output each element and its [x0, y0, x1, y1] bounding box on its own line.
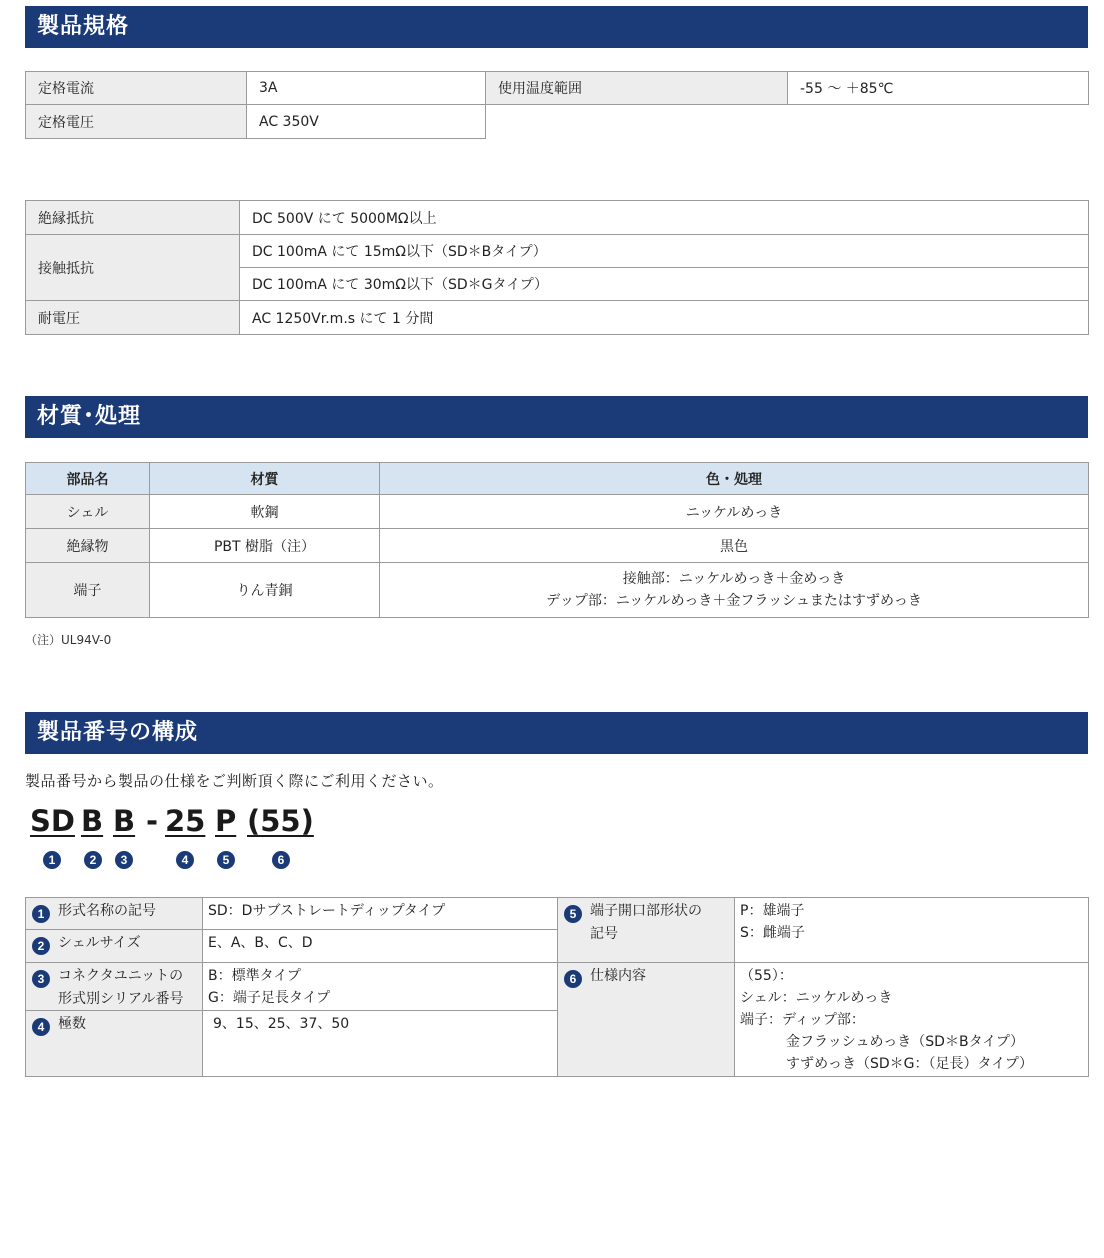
part-material: 軟鋼 [150, 495, 380, 529]
part-finish [380, 563, 1089, 618]
electrical-table [25, 200, 1089, 335]
code-serial: B [113, 804, 136, 838]
withstand-voltage-label: 耐電圧 [26, 301, 240, 335]
marker-6-icon: 6 [272, 851, 290, 869]
marker-4-icon: 4 [32, 1018, 50, 1036]
part-finish: ニッケルめっき [380, 495, 1089, 529]
rated-current-label: 定格電流 [26, 72, 247, 105]
code-shell-size: B [81, 804, 104, 838]
partno-intro: 製品番号から製品の仕様をご判断頂く際にご利用ください。 [25, 772, 444, 790]
code-series: SD [30, 804, 75, 838]
item-6-label: 6 仕様内容 [558, 963, 735, 1077]
marker-2-icon: 2 [84, 851, 102, 869]
table-row [26, 563, 1089, 618]
contact-resistance-b: DC 100mA にて 15mΩ以下（SD＊Bタイプ） [240, 235, 1089, 268]
marker-6-icon: 6 [564, 970, 582, 988]
materials-header-finish: 色・処理 [380, 463, 1089, 495]
materials-table [25, 462, 1089, 618]
code-dash: - [146, 804, 159, 838]
item-1-value: SD：Dサブストレートディップタイプ [203, 898, 558, 930]
item-6-value: （55）： シェル：ニッケルめっき 端子：ディップ部： 金フラッシュめっき（SD＊Bタイプ） すずめっき（SD＊G：（足長）タイプ） [735, 963, 1089, 1077]
section-title-partno: 製品番号の構成 [25, 712, 1088, 754]
table-row [26, 529, 1089, 563]
insulation-value: DC 500V にて 5000MΩ以上 [240, 201, 1089, 235]
part-material: りん青銅 [150, 563, 380, 618]
materials-header-material: 材質 [150, 463, 380, 495]
part-name: 端子 [26, 563, 150, 618]
section-title-material: 材質･処理 [25, 396, 1088, 438]
item-5-label: 5 端子開口部形状の 記号 [558, 898, 735, 963]
finish-line: デップ部：ニッケルめっき＋金フラッシュまたはすずめっき [546, 593, 922, 609]
finish-line: 接触部：ニッケルめっき＋金めっき [622, 571, 846, 587]
item-2-label: 2 シェルサイズ [26, 930, 203, 963]
withstand-voltage-value: AC 1250Vr.m.s にて 1 分間 [240, 301, 1089, 335]
item-5-value: P：雄端子 S：雌端子 [735, 898, 1089, 963]
rated-voltage-label: 定格電圧 [26, 105, 247, 139]
marker-3-icon: 3 [115, 851, 133, 869]
marker-2-icon: 2 [32, 937, 50, 955]
item-1-label: 1 形式名称の記号 [26, 898, 203, 930]
part-name: 絶縁物 [26, 529, 150, 563]
part-name: シェル [26, 495, 150, 529]
item-4-label: 4 極数 [26, 1011, 203, 1077]
marker-1-icon: 1 [43, 851, 61, 869]
part-material: PBT 樹脂（注） [150, 529, 380, 563]
partno-table [25, 897, 1089, 1077]
item-3-label: 3 コネクタユニットの 形式別シリアル番号 [26, 963, 203, 1011]
table-row [26, 495, 1089, 529]
materials-header-part: 部品名 [26, 463, 150, 495]
material-note: （注）UL94V-0 [25, 633, 112, 647]
code-spec: (55) [247, 804, 314, 838]
contact-resistance-label: 接触抵抗 [26, 235, 240, 301]
temp-range-label: 使用温度範囲 [486, 72, 788, 105]
section-title-spec: 製品規格 [25, 6, 1088, 48]
rated-current-value: 3A [247, 72, 486, 105]
ratings-table [25, 71, 1089, 139]
marker-3-icon: 3 [32, 970, 50, 988]
marker-5-icon: 5 [564, 905, 582, 923]
code-poles: 25 [165, 804, 206, 838]
temp-range-value: -55 ～ ＋85℃ [788, 72, 1089, 105]
empty-cell [486, 105, 1089, 139]
marker-4-icon: 4 [176, 851, 194, 869]
code-terminal: P [215, 804, 237, 838]
marker-5-icon: 5 [217, 851, 235, 869]
marker-1-icon: 1 [32, 905, 50, 923]
insulation-label: 絶縁抵抗 [26, 201, 240, 235]
item-2-value: E、A、B、C、D [203, 930, 558, 963]
item-3-value: B：標準タイプ G：端子足長タイプ [203, 963, 558, 1011]
contact-resistance-g: DC 100mA にて 30mΩ以下（SD＊Gタイプ） [240, 268, 1089, 301]
item-4-value: 9、15、25、37、50 [203, 1011, 558, 1077]
rated-voltage-value: AC 350V [247, 105, 486, 139]
part-finish: 黒色 [380, 529, 1089, 563]
